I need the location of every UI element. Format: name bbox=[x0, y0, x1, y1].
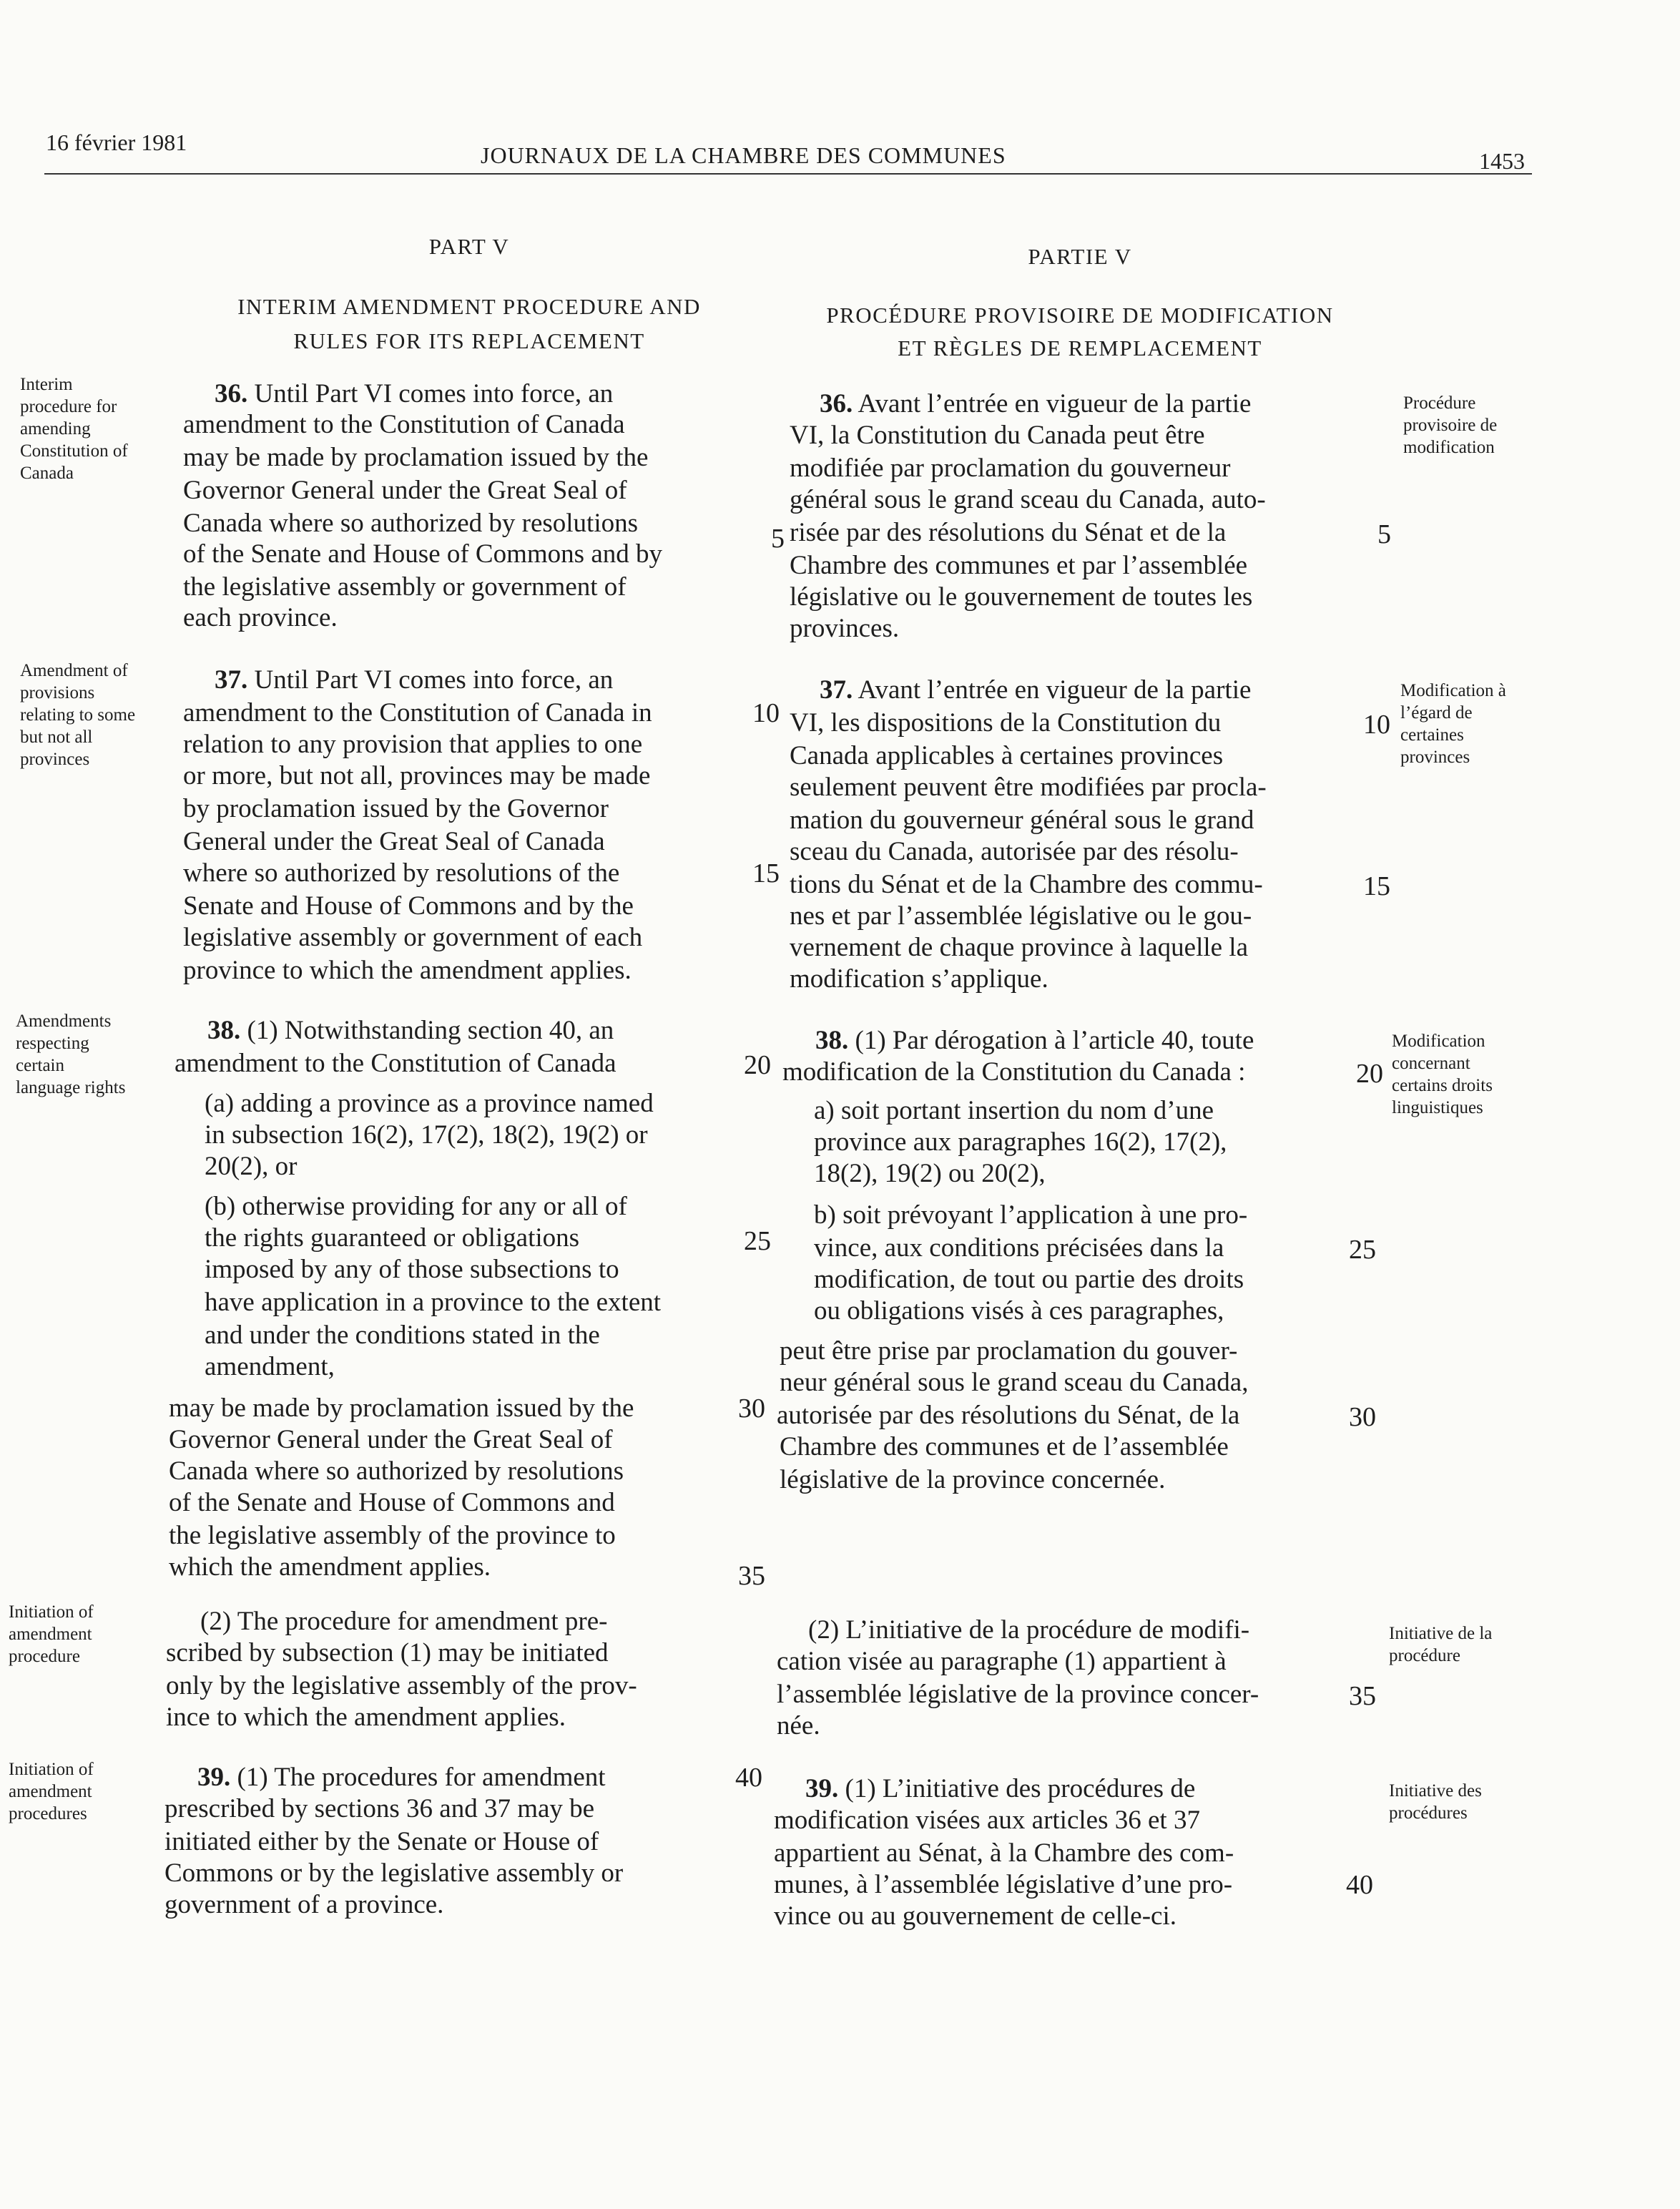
fr-s39-line: munes, à l’assemblée législative d’une pro- bbox=[774, 1870, 1233, 1899]
line-number-center: 5 bbox=[771, 524, 785, 554]
margin-note-fr-36: Procédure provisoire de modification bbox=[1403, 393, 1498, 457]
en-s37-line: province to which the amendment applies. bbox=[183, 956, 632, 985]
fr-s39-line: modification visées aux articles 36 et 37 bbox=[774, 1806, 1200, 1835]
fr-s36-line: risée par des résolutions du Sénat et de la bbox=[790, 518, 1227, 547]
margin-note-fr-39: Initiative des procédures bbox=[1389, 1781, 1482, 1823]
en-s36-line: amendment to the Constitution of Canada bbox=[183, 410, 625, 439]
margin-note-fr-37: Modification à l’égard de certaines provinces bbox=[1400, 681, 1506, 767]
en-s37-line: or more, but not all, provinces may be made bbox=[183, 761, 651, 790]
fr-s37-line: VI, les dispositions de la Constitution du bbox=[790, 708, 1222, 738]
en-s38-line: may be made by proclamation issued by the bbox=[169, 1394, 634, 1423]
fr-s38-line: autorisée par des résolutions du Sénat, de la bbox=[777, 1401, 1240, 1430]
en-s38-2-line: ince to which the amendment applies. bbox=[166, 1703, 566, 1732]
fr-s38-line: vince, aux conditions précisées dans la bbox=[814, 1233, 1224, 1263]
en-s39-line: government of a province. bbox=[164, 1890, 444, 1919]
en-s38-line: 38. (1) Notwithstanding section 40, an bbox=[207, 1016, 614, 1045]
fr-s38-line: modification de la Constitution du Canada : bbox=[782, 1057, 1246, 1087]
header-rule bbox=[44, 173, 1532, 175]
margin-note-en-38-2: Initiation of amendment procedure bbox=[9, 1602, 94, 1666]
en-s38-line: Governor General under the Great Seal of bbox=[169, 1425, 613, 1454]
en-s37-line: by proclamation issued by the Governor bbox=[183, 794, 609, 823]
fr-s36-line: législative ou le gouvernement de toutes les bbox=[790, 582, 1253, 612]
en-s38-2-line: scribed by subsection (1) may be initiated bbox=[166, 1638, 609, 1667]
en-s36-line: may be made by proclamation issued by the bbox=[183, 443, 649, 472]
fr-s38-line: b) soit prévoyant l’application à une pro- bbox=[814, 1200, 1248, 1230]
en-s38-line: (b) otherwise providing for any or all of bbox=[205, 1192, 627, 1221]
fr-s36-line: VI, la Constitution du Canada peut être bbox=[790, 421, 1205, 450]
fr-s38-line: peut être prise par proclamation du gouver- bbox=[780, 1336, 1238, 1366]
fr-s38-line: législative de la province concernée. bbox=[780, 1465, 1166, 1494]
margin-note-en-37: Amendment of provisions relating to some but not all provinces bbox=[20, 661, 136, 769]
fr-s38-2-line: cation visée au paragraphe (1) appartient à bbox=[777, 1647, 1227, 1676]
en-s39-line: initiated either by the Senate or House of bbox=[164, 1827, 599, 1856]
line-number-right: 40 bbox=[1346, 1870, 1373, 1900]
en-s36-line: the legislative assembly or government of bbox=[183, 572, 627, 602]
en-s39-line: 39. (1) The procedures for amendment bbox=[197, 1763, 606, 1792]
line-number-center: 40 bbox=[735, 1763, 762, 1793]
en-s36-line: of the Senate and House of Commons and by bbox=[183, 539, 662, 569]
header-date: 16 février 1981 bbox=[46, 129, 187, 155]
en-s38-2-line: (2) The procedure for amendment pre- bbox=[200, 1607, 608, 1636]
en-s38-line: which the amendment applies. bbox=[169, 1552, 491, 1582]
en-s38-2-line: only by the legislative assembly of the prov- bbox=[166, 1671, 637, 1700]
fr-s39-line: 39. (1) L’initiative des procédures de bbox=[805, 1774, 1196, 1803]
fr-s37-line: nes et par l’assemblée législative ou le gou- bbox=[790, 901, 1252, 931]
fr-s38-line: ou obligations visés à ces paragraphes, bbox=[814, 1296, 1224, 1326]
heading-fr-1: PROCÉDURE PROVISOIRE DE MODIFICATION bbox=[826, 303, 1334, 328]
margin-note-fr-38: Modification concernant certains droits linguistiques bbox=[1392, 1032, 1493, 1117]
fr-s38-line: 18(2), 19(2) ou 20(2), bbox=[814, 1159, 1046, 1188]
en-s38-line: the rights guaranteed or obligations bbox=[205, 1223, 580, 1253]
fr-s37-line: sceau du Canada, autorisée par des résolu- bbox=[790, 837, 1239, 866]
fr-s37-line: vernement de chaque province à laquelle la bbox=[790, 933, 1249, 962]
fr-s37-line: mation du gouverneur général sous le grand bbox=[790, 805, 1254, 835]
margin-note-en-38: Amendments respecting certain language rights bbox=[16, 1012, 126, 1097]
line-number-center: 20 bbox=[744, 1050, 771, 1080]
line-number-right: 25 bbox=[1349, 1235, 1376, 1265]
margin-note-en-39: Initiation of amendment procedures bbox=[9, 1760, 94, 1823]
line-number-right: 30 bbox=[1349, 1402, 1376, 1432]
en-s36-line: Governor General under the Great Seal of bbox=[183, 476, 627, 505]
line-number-right: 35 bbox=[1349, 1681, 1376, 1711]
fr-s38-line: neur général sous le grand sceau du Canada, bbox=[780, 1368, 1249, 1397]
line-number-center: 10 bbox=[752, 698, 780, 728]
en-s37-line: relation to any provision that applies to one bbox=[183, 730, 643, 759]
en-s38-line: imposed by any of those subsections to bbox=[205, 1255, 619, 1284]
en-s38-line: have application in a province to the extent bbox=[205, 1288, 662, 1317]
en-s38-line: amendment to the Constitution of Canada bbox=[175, 1049, 617, 1078]
line-number-center: 15 bbox=[752, 858, 780, 888]
margin-note-en-36: Interim procedure for amending Constitution of Canada bbox=[20, 375, 128, 483]
header-title: JOURNAUX DE LA CHAMBRE DES COMMUNES bbox=[481, 142, 1006, 168]
en-s37-line: Senate and House of Commons and by the bbox=[183, 891, 634, 921]
en-s39-line: Commons or by the legislative assembly or bbox=[164, 1858, 624, 1888]
fr-s38-line: Chambre des communes et de l’assemblée bbox=[780, 1432, 1229, 1461]
en-s38-line: amendment, bbox=[205, 1352, 335, 1381]
fr-s37-line: Canada applicables à certaines provinces bbox=[790, 741, 1224, 770]
fr-s38-2-line: (2) L’initiative de la procédure de modifi- bbox=[808, 1615, 1250, 1645]
fr-s37-line: tions du Sénat et de la Chambre des commu- bbox=[790, 870, 1263, 899]
fr-s38-line: modification, de tout ou partie des droits bbox=[814, 1265, 1244, 1294]
heading-fr-2: ET RÈGLES DE REMPLACEMENT bbox=[898, 335, 1262, 361]
en-s38-line: and under the conditions stated in the bbox=[205, 1321, 600, 1350]
heading-en-1: INTERIM AMENDMENT PROCEDURE AND bbox=[237, 294, 701, 319]
header-page-number: 1453 bbox=[1479, 148, 1525, 174]
fr-s37-line: seulement peuvent être modifiées par procla- bbox=[790, 773, 1267, 802]
line-number-center: 30 bbox=[738, 1394, 765, 1424]
en-s38-line: the legislative assembly of the province to bbox=[169, 1521, 616, 1550]
fr-s36-line: 36. Avant l’entrée en vigueur de la partie bbox=[820, 389, 1252, 418]
en-s37-line: 37. Until Part VI comes into force, an bbox=[215, 665, 614, 695]
line-number-right: 5 bbox=[1377, 519, 1391, 549]
fr-s37-line: modification s’applique. bbox=[790, 964, 1048, 994]
line-number-center: 35 bbox=[738, 1561, 765, 1591]
fr-s38-line: a) soit portant insertion du nom d’une bbox=[814, 1096, 1214, 1125]
en-s39-line: prescribed by sections 36 and 37 may be bbox=[164, 1794, 595, 1823]
part-title-en: PART V bbox=[428, 234, 510, 259]
line-number-right: 10 bbox=[1363, 710, 1390, 740]
heading-en-2: RULES FOR ITS REPLACEMENT bbox=[293, 328, 645, 353]
en-s38-line: Canada where so authorized by resolutions bbox=[169, 1456, 624, 1486]
en-s37-line: where so authorized by resolutions of the bbox=[183, 858, 620, 888]
fr-s36-line: modifiée par proclamation du gouverneur bbox=[790, 454, 1231, 483]
fr-s38-2-line: née. bbox=[777, 1711, 820, 1740]
en-s36-line: 36. Until Part VI comes into force, an bbox=[215, 379, 614, 408]
margin-note-fr-38-2: Initiative de la procédure bbox=[1389, 1624, 1493, 1665]
fr-s38-line: province aux paragraphes 16(2), 17(2), bbox=[814, 1127, 1227, 1157]
line-number-center: 25 bbox=[744, 1226, 771, 1256]
en-s38-line: in subsection 16(2), 17(2), 18(2), 19(2) or bbox=[205, 1120, 648, 1150]
fr-s36-line: Chambre des communes et par l’assemblée bbox=[790, 551, 1248, 580]
fr-s36-line: provinces. bbox=[790, 614, 900, 643]
en-s37-line: General under the Great Seal of Canada bbox=[183, 827, 605, 856]
en-s36-line: each province. bbox=[183, 603, 338, 632]
en-s37-line: amendment to the Constitution of Canada in bbox=[183, 698, 652, 728]
fr-s38-2-line: l’assemblée législative de la province concer- bbox=[777, 1680, 1259, 1709]
fr-s39-line: vince ou au gouvernement de celle-ci. bbox=[774, 1901, 1177, 1931]
line-number-right: 20 bbox=[1356, 1059, 1383, 1089]
en-s38-line: 20(2), or bbox=[205, 1152, 298, 1181]
fr-s37-line: 37. Avant l’entrée en vigueur de la partie bbox=[820, 675, 1252, 705]
en-s37-line: legislative assembly or government of each bbox=[183, 923, 643, 952]
en-s36-line: Canada where so authorized by resolutions bbox=[183, 509, 639, 538]
fr-s36-line: général sous le grand sceau du Canada, auto- bbox=[790, 485, 1266, 514]
fr-s38-line: 38. (1) Par dérogation à l’article 40, toute bbox=[815, 1026, 1254, 1055]
en-s38-line: of the Senate and House of Commons and bbox=[169, 1488, 615, 1517]
line-number-right: 15 bbox=[1363, 871, 1390, 901]
fr-s39-line: appartient au Sénat, à la Chambre des com- bbox=[774, 1838, 1234, 1868]
part-title-fr: PARTIE V bbox=[1028, 244, 1132, 269]
en-s38-line: (a) adding a province as a province named bbox=[205, 1089, 654, 1118]
